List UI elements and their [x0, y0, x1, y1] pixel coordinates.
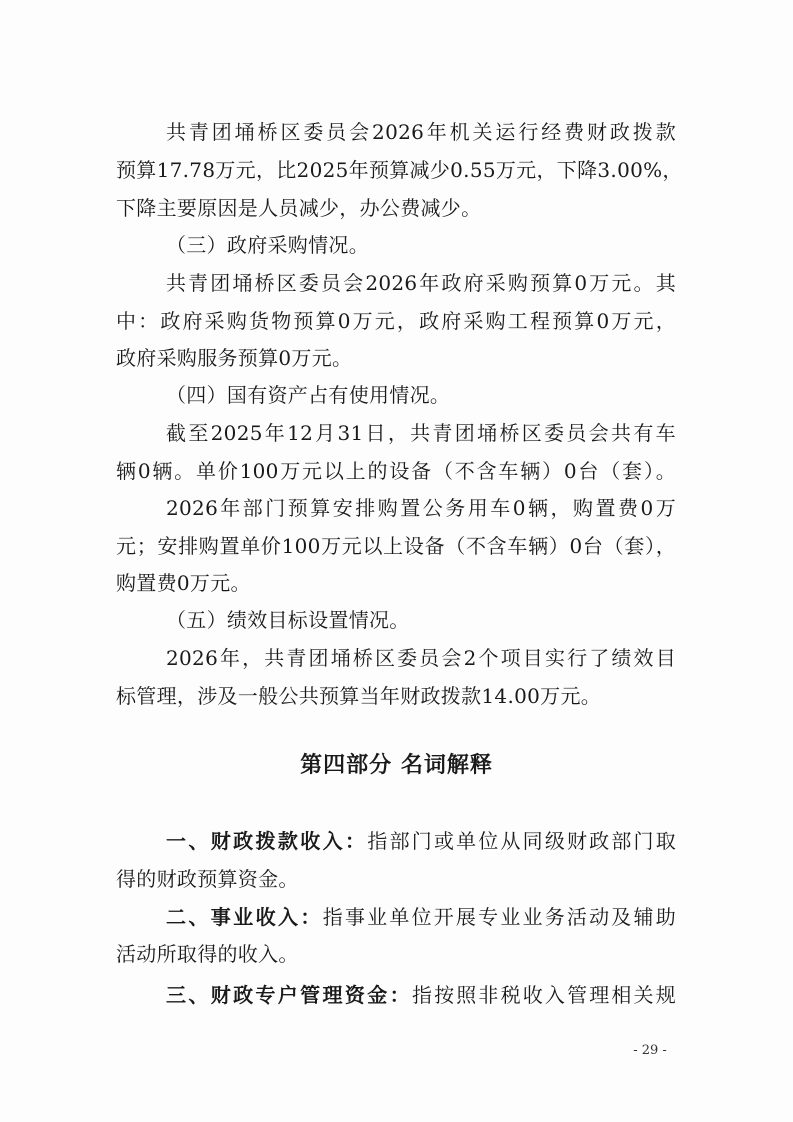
page-number: - 29 -: [633, 1043, 667, 1058]
subsection-heading: （五）绩效目标设置情况。: [166, 608, 410, 632]
paragraph-line: 购置费0万元。: [116, 571, 251, 595]
term-label: 二、事业收入：: [166, 905, 323, 929]
term-label: 一、财政拨款收入：: [166, 829, 368, 853]
section-title: 第四部分 名词解释: [300, 753, 493, 778]
paragraph-line: 中：政府采购货物预算0万元，政府采购工程预算0万元，: [116, 309, 676, 333]
term-definition-line: [166, 829, 676, 853]
paragraph-line: 共青团埇桥区委员会2026年机关运行经费财政拨款: [166, 120, 676, 144]
term-definition: 指部门或单位从同级财政部门取: [367, 829, 677, 853]
subsection-heading: （三）政府采购情况。: [166, 233, 369, 257]
paragraph-line: 标管理，涉及一般公共预算当年财政拨款14.00万元。: [116, 684, 602, 708]
paragraph-line: 截至2025年12月31日，共青团埇桥区委员会共有车: [166, 421, 676, 445]
paragraph-line: 2026年部门预算安排购置公务用车0辆，购置费0万: [166, 496, 676, 520]
paragraph-line: 政府采购服务预算0万元。: [116, 346, 353, 370]
term-definition: 指按照非税收入管理相关规: [411, 983, 676, 1007]
term-definition-line: [166, 983, 676, 1007]
term-definition: 指事业单位开展专业业务活动及辅助: [322, 905, 676, 929]
paragraph-line: 2026年，共青团埇桥区委员会2个项目实行了绩效目: [166, 646, 676, 670]
subsection-heading: （四）国有资产占有使用情况。: [166, 383, 451, 407]
paragraph-line: 元；安排购置单价100万元以上设备（不含车辆）0台（套），: [116, 534, 676, 558]
paragraph-line: 下降主要原因是人员减少，办公费减少。: [116, 196, 482, 220]
term-definition-line: 活动所取得的收入。: [116, 942, 299, 966]
term-definition-line: [166, 905, 676, 929]
term-label: 三、财政专户管理资金：: [166, 983, 412, 1007]
paragraph-line: 辆0辆。单价100万元以上的设备（不含车辆）0台（套）。: [116, 459, 676, 483]
term-definition-line: 得的财政预算资金。: [116, 867, 299, 891]
paragraph-line: 预算17.78万元，比2025年预算减少0.55万元，下降3.00%，: [116, 158, 683, 182]
paragraph-line: 共青团埇桥区委员会2026年政府采购预算0万元。其: [166, 271, 676, 295]
